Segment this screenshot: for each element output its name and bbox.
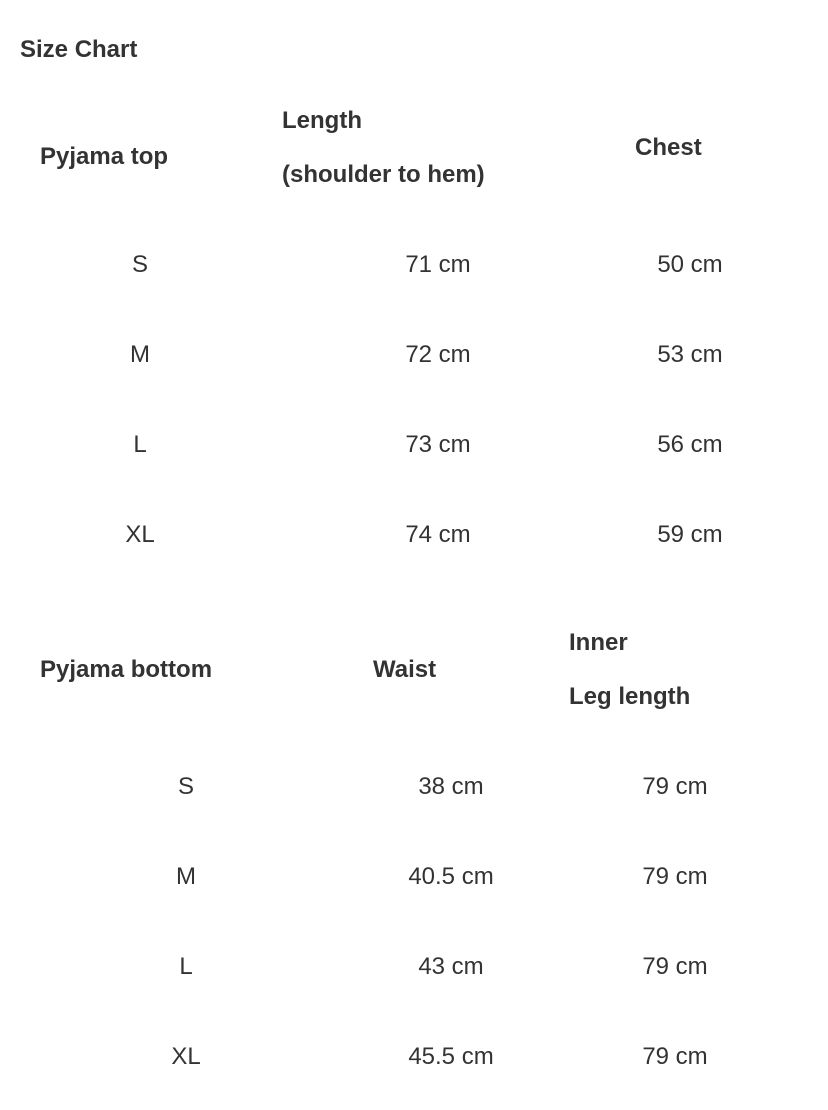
size-cell: S [131, 251, 149, 278]
inner-leg-cell: 79 cm [642, 953, 708, 980]
inner-leg-cell: 79 cm [642, 773, 708, 800]
chest-cell: 50 cm [657, 251, 723, 278]
length-cell: 71 cm [405, 251, 471, 278]
size-cell: L [133, 431, 147, 458]
page-title: Size Chart [20, 36, 138, 63]
waist-header: Waist [373, 656, 437, 683]
waist-cell: 45.5 cm [408, 1043, 494, 1070]
waist-cell: 38 cm [418, 773, 484, 800]
waist-cell: 43 cm [418, 953, 484, 980]
size-cell: XL [125, 521, 155, 548]
chest-cell: 53 cm [657, 341, 723, 368]
inner-leg-cell: 79 cm [642, 1043, 708, 1070]
pyjama-bottom-label: Pyjama bottom [40, 656, 213, 683]
inner-leg-header-line1: Inner [569, 629, 628, 656]
length-header-line1: Length [282, 107, 362, 134]
size-cell: L [179, 953, 193, 980]
size-cell: XL [171, 1043, 201, 1070]
inner-leg-header-line2: Leg length [569, 683, 691, 710]
chest-cell: 56 cm [657, 431, 723, 458]
size-cell: S [177, 773, 195, 800]
waist-cell: 40.5 cm [408, 863, 494, 890]
length-cell: 72 cm [405, 341, 471, 368]
length-cell: 74 cm [405, 521, 471, 548]
length-cell: 73 cm [405, 431, 471, 458]
inner-leg-cell: 79 cm [642, 863, 708, 890]
size-cell: M [130, 341, 150, 368]
length-header-line2: (shoulder to hem) [282, 161, 485, 188]
chest-cell: 59 cm [657, 521, 723, 548]
size-cell: M [176, 863, 196, 890]
chest-header: Chest [635, 134, 702, 161]
pyjama-top-label: Pyjama top [40, 143, 169, 170]
